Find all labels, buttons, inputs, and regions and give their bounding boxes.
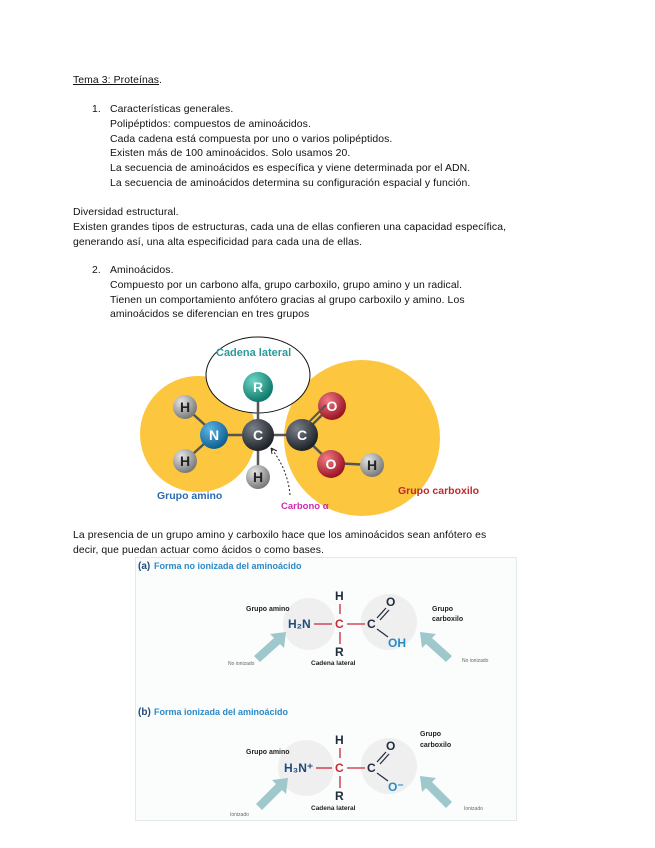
amphoteric-line: decir, que puedan actuar como ácidos o como bases. (73, 545, 325, 556)
section-number: 1. (92, 104, 101, 115)
diversity-line: Existen grandes tipos de estructuras, cada una de ellas confieren una capacidad específica, (73, 222, 507, 233)
section-line: Cada cadena está compuesta por uno o varios polipéptidos. (110, 134, 393, 145)
r-a: R (335, 645, 344, 659)
section-number: 2. (92, 265, 101, 276)
section-line: Tienen un comportamiento anfótero gracias al grupo carboxilo y amino. Los (110, 295, 465, 306)
atom-o-label: O (325, 456, 337, 472)
section-line: Existen más de 100 aminoácidos. Solo usamos 20. (110, 148, 351, 159)
amino-group-label: Grupo amino (157, 490, 223, 502)
section-line: Compuesto por un carbono alfa, grupo carboxilo, grupo amino y un radical. (110, 280, 463, 291)
arrow-right-a (420, 632, 452, 662)
grupo-carboxilo-b: Grupo (420, 731, 441, 738)
amino-acid-ball-model (140, 335, 500, 515)
grupo-carboxilo-a: carboxilo (432, 616, 464, 623)
cadena-lateral-a: Cadena lateral (311, 660, 356, 667)
atom-c-label: C (296, 427, 308, 443)
hydroxyl-a: OH (388, 636, 406, 650)
atom-n-label: N (208, 427, 220, 443)
note-right-a: No ionizado (462, 658, 489, 664)
h-a: H (335, 589, 344, 603)
page-title: Tema 3: Proteínas. (73, 75, 163, 86)
ionization-diagram (136, 558, 516, 820)
note-left-a: No ionizado (228, 661, 255, 667)
c-carboxyl-a: C (367, 617, 376, 631)
atom-h-label: H (179, 453, 191, 469)
atom-h-label: H (366, 457, 378, 473)
side-chain-label: Cadena lateral (216, 347, 292, 359)
grupo-amino-a: Grupo amino (246, 606, 290, 613)
diversity-line: generando así, una alta especificidad para cada una de ellas. (73, 237, 363, 248)
arrow-left-b (256, 778, 288, 810)
arrow-left-a (254, 632, 286, 662)
panel-b-tag: (b) (138, 707, 151, 718)
panel-a-title: Forma no ionizada del aminoácido (154, 561, 302, 571)
cadena-lateral-b: Cadena lateral (311, 805, 356, 812)
ionization-figure (135, 557, 517, 821)
atom-h-label: H (252, 469, 264, 485)
section-heading: Aminoácidos. (110, 265, 174, 276)
carboxyl-group-label: Grupo carboxilo (398, 485, 480, 497)
amine-a: H₂N (288, 617, 311, 631)
section-line: aminoácidos se diferencian en tres grupos (110, 309, 310, 320)
c-alpha-b: C (335, 761, 344, 775)
note-right-b: Ionizado (464, 806, 483, 812)
atom-o-label: O (326, 398, 338, 414)
atom-c-label: C (252, 427, 264, 443)
c-alpha-a: C (335, 617, 344, 631)
diversity-heading: Diversidad estructural. (73, 207, 179, 218)
grupo-amino-b: Grupo amino (246, 749, 290, 756)
carbon-alpha-label: Carbono α (281, 501, 329, 512)
amine-b: H₃N⁺ (284, 761, 314, 775)
h-b: H (335, 733, 344, 747)
section-line: La secuencia de aminoácidos es específica y viene determinada por el ADN. (110, 163, 471, 174)
oxide-b: O⁻ (388, 780, 404, 794)
panel-a-tag: (a) (138, 561, 151, 572)
r-b: R (335, 789, 344, 803)
amphoteric-line: La presencia de un grupo amino y carboxilo hace que los aminoácidos sean anfótero es (73, 530, 487, 541)
section-line: Polipéptidos: compuestos de aminoácidos. (110, 119, 311, 130)
atom-r-label: R (252, 379, 264, 395)
section-heading: Características generales. (110, 104, 234, 115)
atom-h-label: H (179, 399, 191, 415)
panel-b-title: Forma ionizada del aminoácido (154, 707, 289, 717)
carbonyl-o-b: O (386, 739, 396, 753)
section-line: La secuencia de aminoácidos determina su configuración espacial y función. (110, 178, 471, 189)
c-carboxyl-b: C (367, 761, 376, 775)
arrow-right-b (420, 776, 452, 808)
carbonyl-o-a: O (386, 595, 396, 609)
note-left-b: Ionizado (230, 812, 249, 818)
grupo-carboxilo-a: Grupo (432, 606, 453, 613)
grupo-carboxilo-b: carboxilo (420, 742, 452, 749)
